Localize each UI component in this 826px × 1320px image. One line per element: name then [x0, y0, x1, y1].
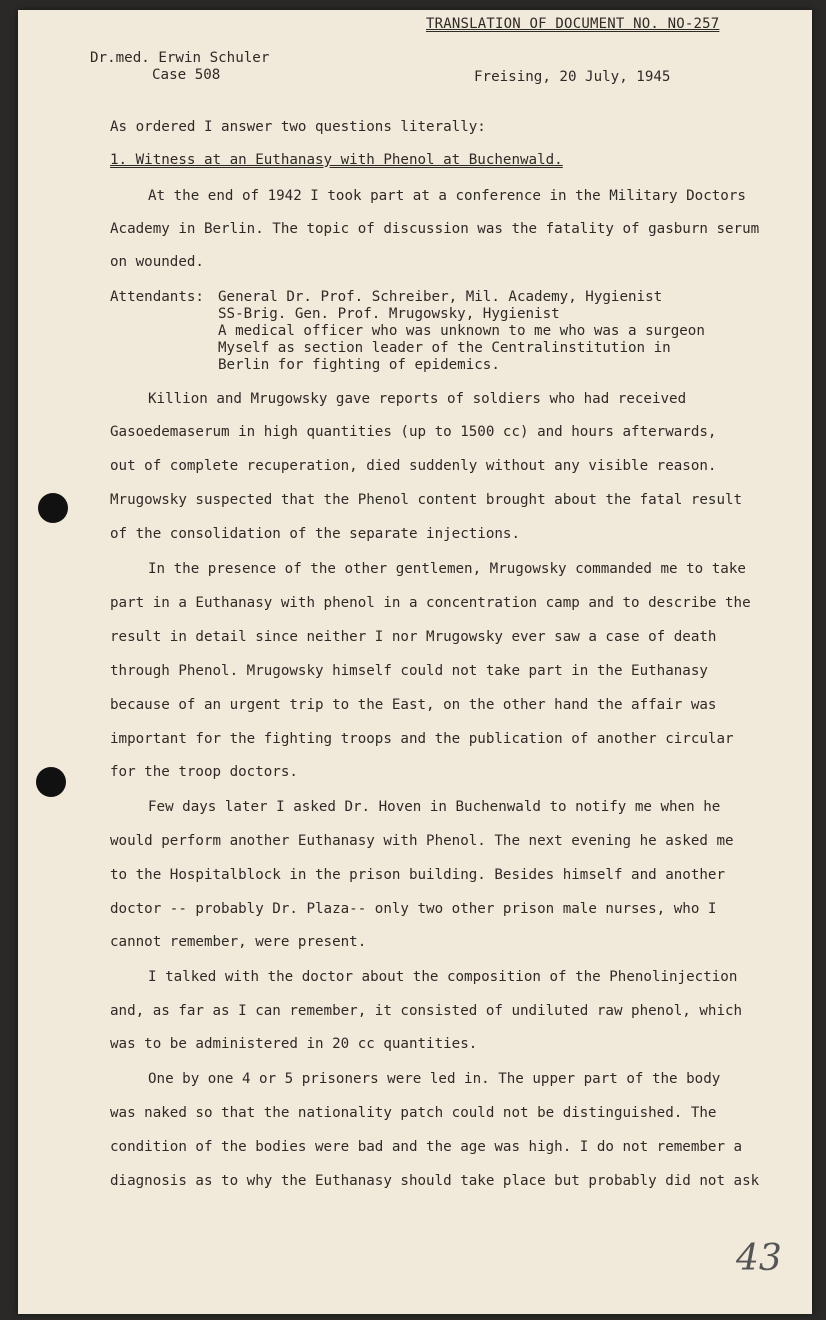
handwritten-page-number: 43 [736, 1238, 782, 1279]
case-number: Case 508 [152, 67, 221, 83]
body-line: would perform another Euthanasy with Phenol. The next evening he asked me [110, 833, 734, 849]
document-header: TRANSLATION OF DOCUMENT NO. NO-257 [426, 16, 720, 32]
body-line: Gasoedemaserum in high quantities (up to 1500 cc) and hours afterwards, [110, 424, 717, 440]
body-line: of the consolidation of the separate injections. [110, 526, 520, 542]
attendant-item: Myself as section leader of the Centralinstitution in [218, 340, 671, 356]
place-date: Freising, 20 July, 1945 [474, 69, 671, 85]
body-line: on wounded. [110, 254, 204, 270]
body-line: because of an urgent trip to the East, on the other hand the affair was [110, 697, 717, 713]
intro-line: As ordered I answer two questions literally: [110, 119, 486, 135]
document-page [18, 10, 812, 1314]
section-heading: 1. Witness at an Euthanasy with Phenol at Buchenwald. [110, 152, 563, 168]
body-line: Academy in Berlin. The topic of discussion was the fatality of gasburn serum [110, 221, 760, 237]
body-line: result in detail since neither I nor Mrugowsky ever saw a case of death [110, 629, 717, 645]
body-line: part in a Euthanasy with phenol in a concentration camp and to describe the [110, 595, 751, 611]
body-line: In the presence of the other gentlemen, Mrugowsky commanded me to take [148, 561, 746, 577]
attendants-label: Attendants: [110, 289, 204, 305]
attendant-item: General Dr. Prof. Schreiber, Mil. Academy, Hygienist [218, 289, 663, 305]
body-line: cannot remember, were present. [110, 934, 367, 950]
body-line: Killion and Mrugowsky gave reports of soldiers who had received [148, 391, 687, 407]
body-line: for the troop doctors. [110, 764, 298, 780]
body-line: doctor -- probably Dr. Plaza-- only two other prison male nurses, who I [110, 901, 717, 917]
punch-hole-icon [36, 767, 66, 797]
body-line: I talked with the doctor about the composition of the Phenolinjection [148, 969, 738, 985]
attendant-item: A medical officer who was unknown to me who was a surgeon [218, 323, 705, 339]
body-line: through Phenol. Mrugowsky himself could not take part in the Euthanasy [110, 663, 708, 679]
body-line: important for the fighting troops and the publication of another circular [110, 731, 734, 747]
body-line: One by one 4 or 5 prisoners were led in. The upper part of the body [148, 1071, 721, 1087]
body-line: At the end of 1942 I took part at a conference in the Military Doctors [148, 188, 746, 204]
attendant-item: Berlin for fighting of epidemics. [218, 357, 500, 373]
body-line: was to be administered in 20 cc quantities. [110, 1036, 478, 1052]
punch-hole-icon [38, 493, 68, 523]
body-line: Few days later I asked Dr. Hoven in Buchenwald to notify me when he [148, 799, 721, 815]
body-line: Mrugowsky suspected that the Phenol content brought about the fatal result [110, 492, 743, 508]
body-line: diagnosis as to why the Euthanasy should take place but probably did not ask [110, 1173, 760, 1189]
body-line: was naked so that the nationality patch could not be distinguished. The [110, 1105, 717, 1121]
body-line: and, as far as I can remember, it consisted of undiluted raw phenol, which [110, 1003, 743, 1019]
body-line: to the Hospitalblock in the prison building. Besides himself and another [110, 867, 725, 883]
attendant-item: SS-Brig. Gen. Prof. Mrugowsky, Hygienist [218, 306, 560, 322]
body-line: condition of the bodies were bad and the age was high. I do not remember a [110, 1139, 743, 1155]
author-name: Dr.med. Erwin Schuler [90, 50, 270, 66]
body-line: out of complete recuperation, died suddenly without any visible reason. [110, 458, 717, 474]
